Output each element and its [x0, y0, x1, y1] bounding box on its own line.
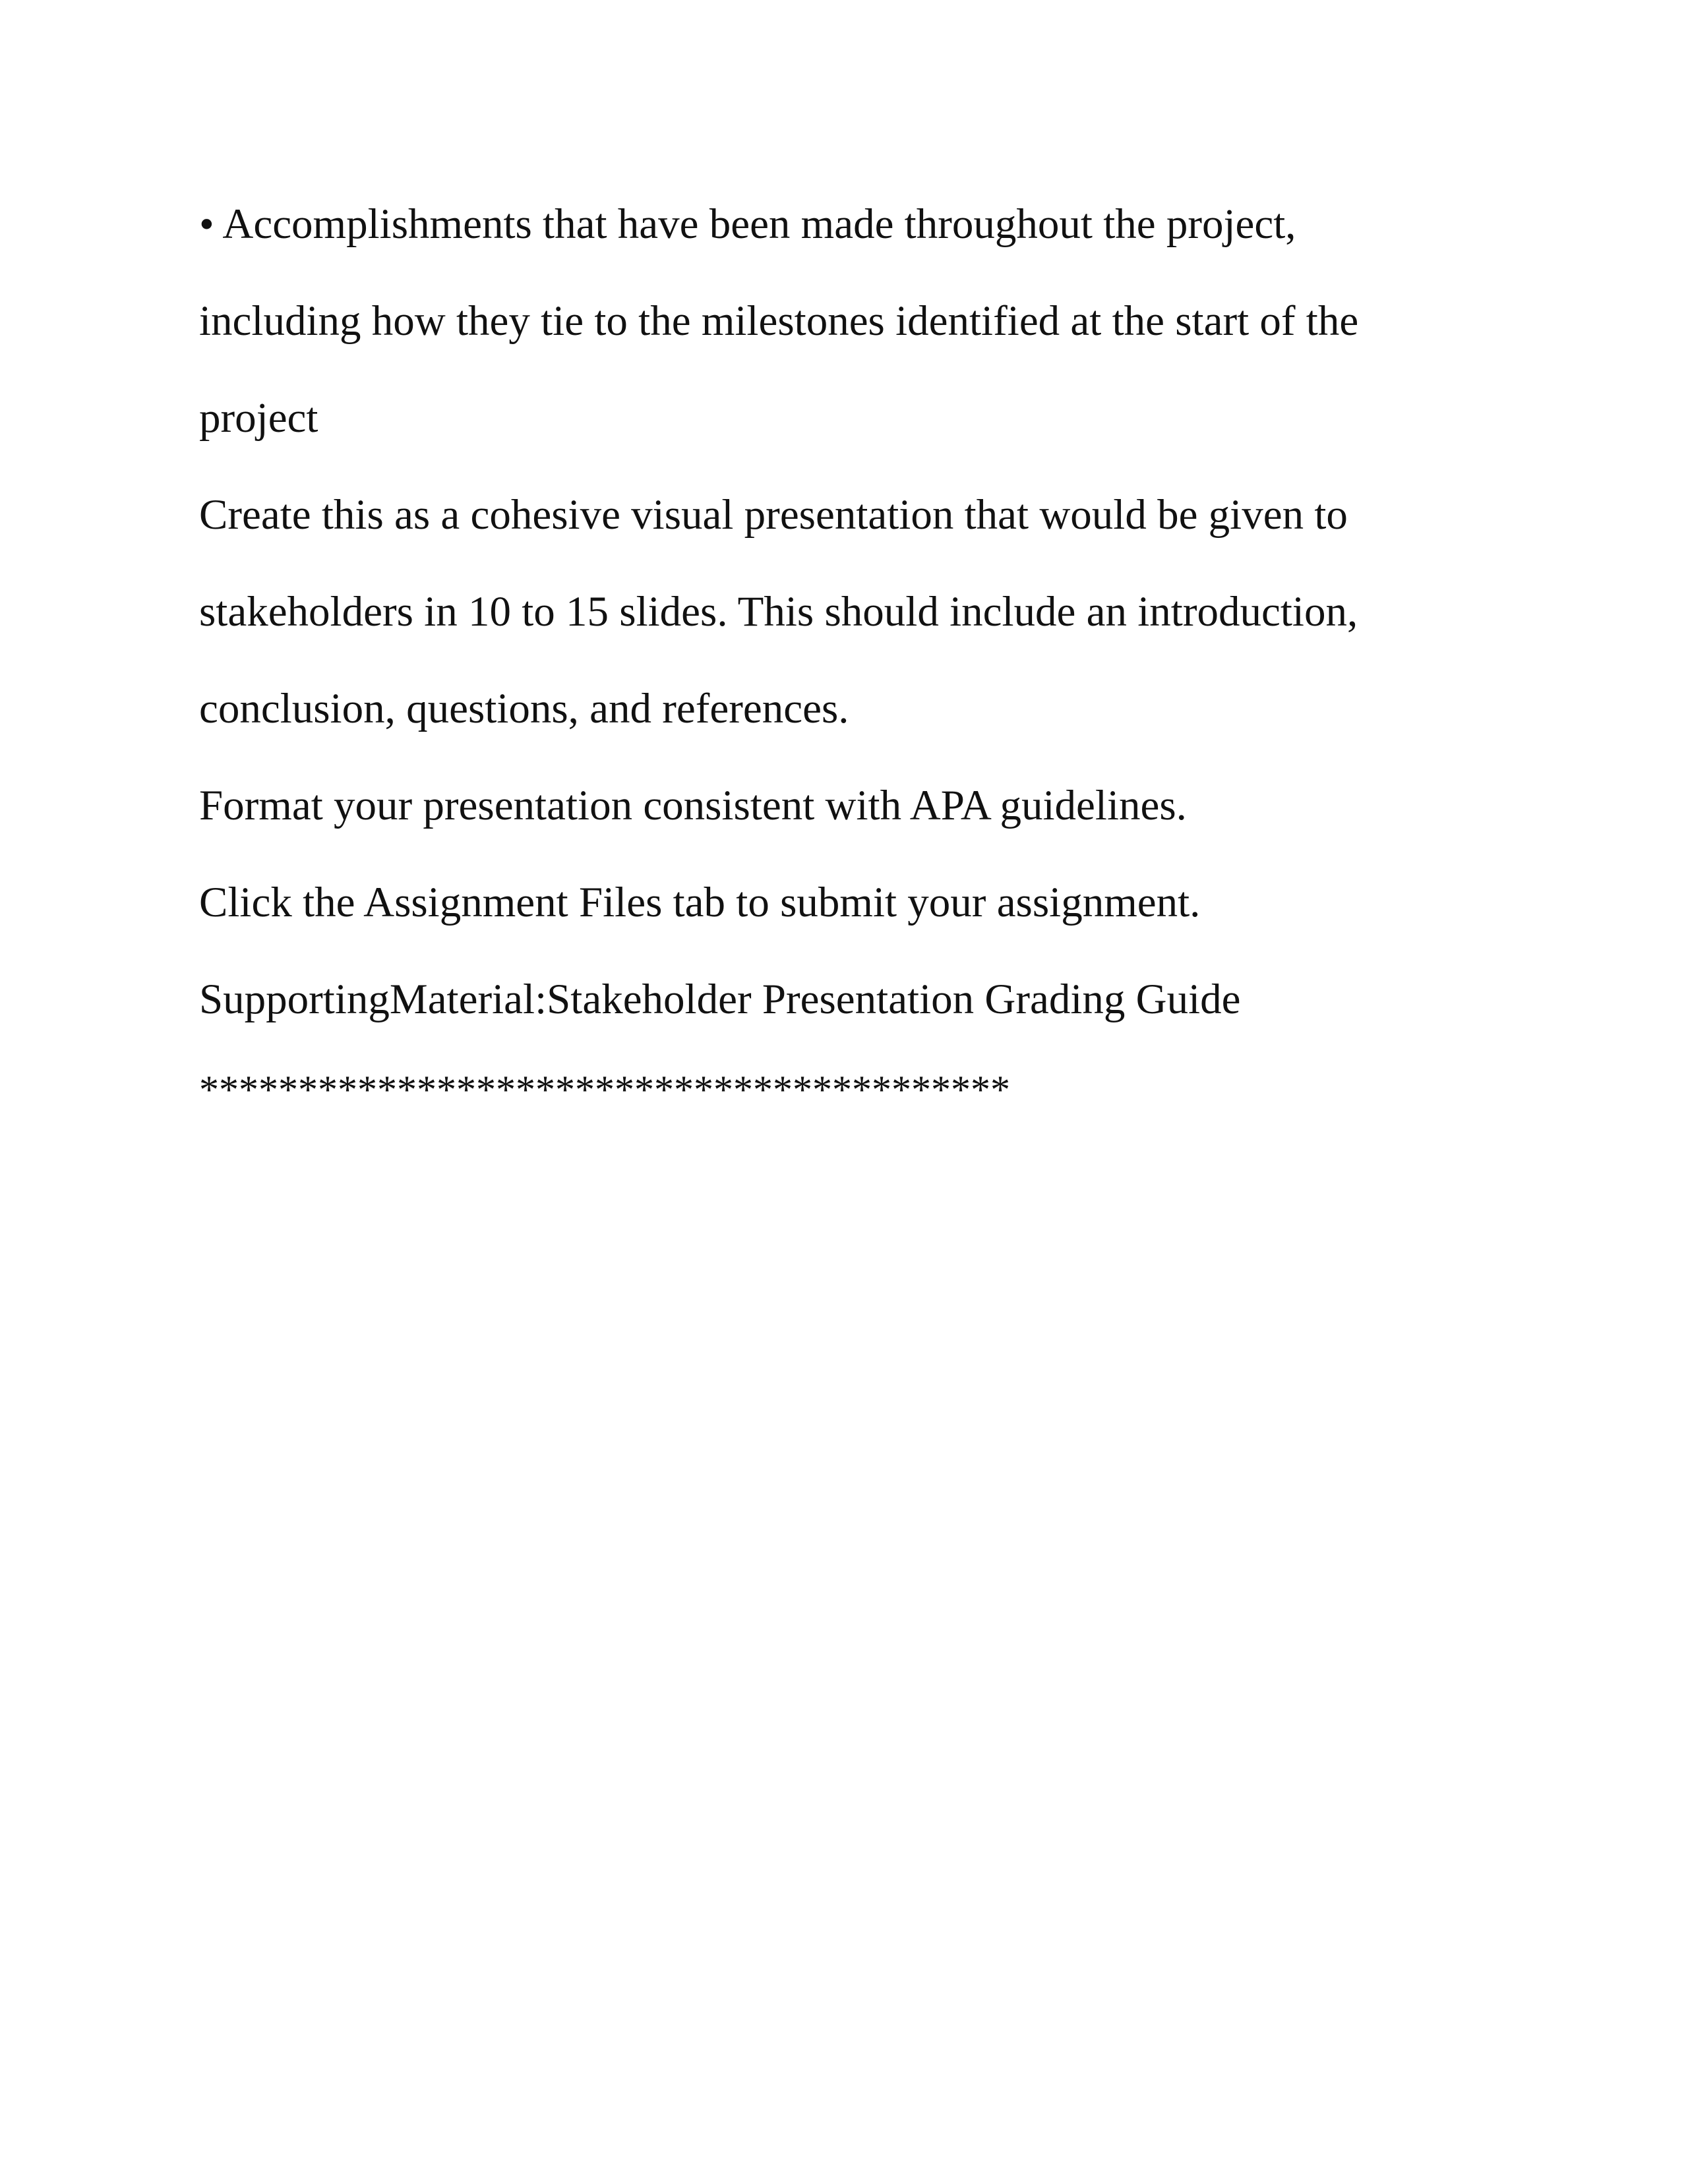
bullet-line-accomplishments: • Accomplishments that have been made throughout the project, [199, 200, 1296, 248]
document-body [199, 191, 1518, 1123]
text-line: conclusion, questions, and references. [199, 685, 849, 732]
text-line: stakeholders in 10 to 15 slides. This should include an introduction, [199, 588, 1358, 635]
text-line: Create this as a cohesive visual presentation that would be given to [199, 491, 1348, 539]
supporting-material-line: SupportingMaterial:Stakeholder Presentation Grading Guide [199, 976, 1241, 1023]
submission-instruction-line: Click the Assignment Files tab to submit your assignment. [199, 879, 1201, 926]
separator-asterisks: ***************************************** [199, 1068, 1010, 1111]
text-line: including how they tie to the milestones identified at the start of the [199, 297, 1359, 345]
format-instruction-line: Format your presentation consistent with APA guidelines. [199, 782, 1187, 829]
text-line: project [199, 394, 318, 442]
